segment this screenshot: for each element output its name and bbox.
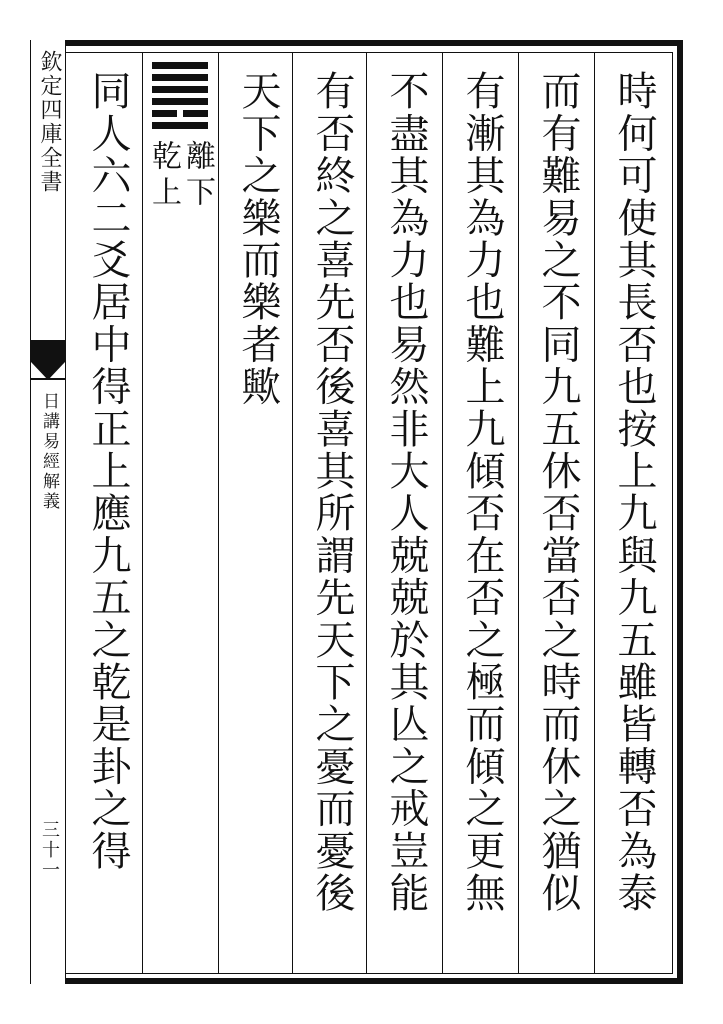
hexagram-line: [152, 86, 208, 93]
column-rule: [594, 52, 595, 974]
book-title: 日講易經解義: [39, 392, 59, 512]
text-column-3: 有漸其為力也難上九傾否在否之極而傾之更無: [459, 70, 505, 914]
column-rule: [292, 52, 293, 974]
text-column-1: 時何可使其長否也按上九與九五雖皆轉否為泰: [611, 70, 657, 914]
hexagram-symbol: [152, 62, 208, 134]
lower-trigram: 離下: [180, 140, 215, 212]
trigram-names: [146, 140, 215, 230]
hexagram-line: [152, 122, 208, 129]
column-rule: [218, 52, 219, 974]
page-number: 三十一: [39, 820, 60, 880]
column-rule: [142, 52, 143, 974]
column-rule: [366, 52, 367, 974]
fish-tail-mark: [31, 340, 65, 380]
text-column-8: 同人六二爻居中得正上應九五之乾是卦之得: [85, 70, 131, 872]
hexagram-line: [152, 110, 208, 117]
column-rule: [518, 52, 519, 974]
text-column-4: 不盡其為力也易然非大人兢兢於其亾之戒豈能: [383, 70, 429, 914]
hexagram-line: [152, 62, 208, 69]
text-column-6: 天下之樂而樂者歟: [235, 70, 281, 408]
upper-trigram: 乾上: [146, 140, 181, 212]
text-column-2: 而有難易之不同九五休否當否之時而休之猶似: [535, 70, 581, 914]
hexagram-line: [152, 74, 208, 81]
collection-title: 欽定四庫全書: [37, 50, 62, 194]
text-column-5: 有否終之喜先否後喜其所謂先天下之憂而憂後: [309, 70, 355, 914]
column-rule: [442, 52, 443, 974]
hexagram-line: [152, 98, 208, 105]
page-margin: [30, 40, 66, 984]
